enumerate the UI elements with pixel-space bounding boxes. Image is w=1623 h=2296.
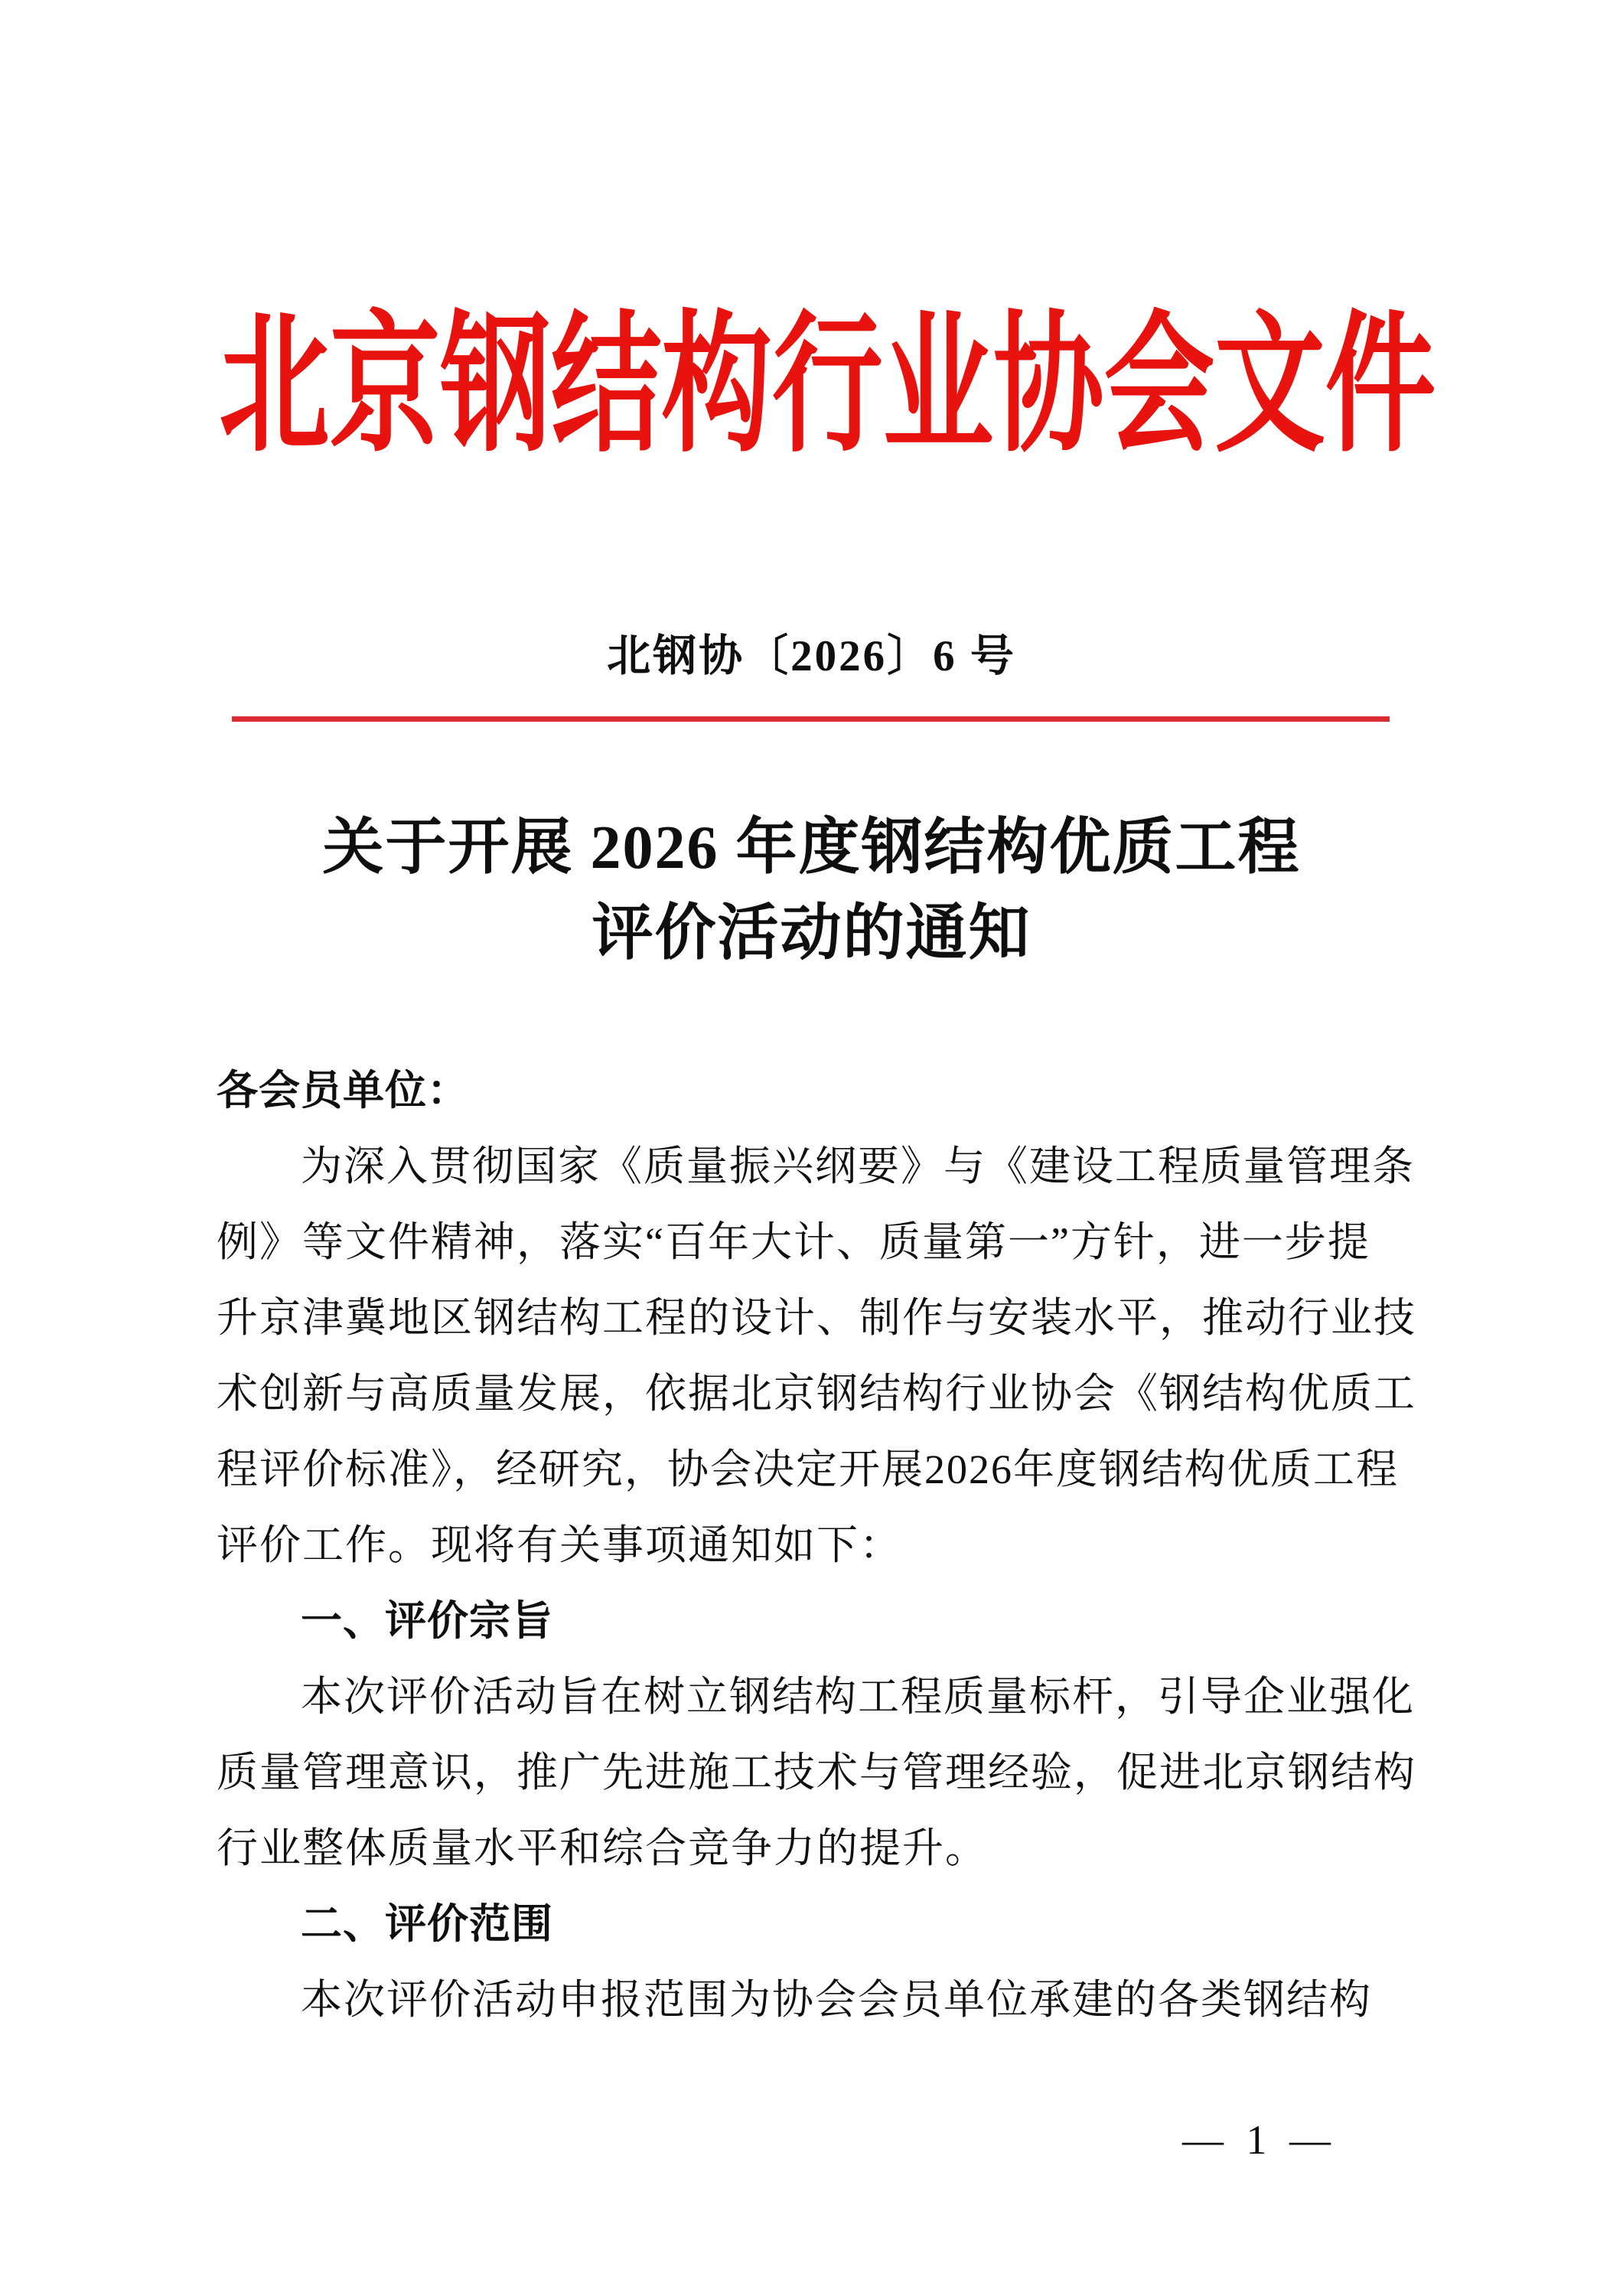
body-line: 升京津冀地区钢结构工程的设计、制作与安装水平，推动行业技 (217, 1295, 1416, 1341)
body-line: 本次评价活动旨在树立钢结构工程质量标杆，引导企业强化 (301, 1674, 1415, 1720)
body-line: 术创新与高质量发展，依据北京钢结构行业协会《钢结构优质工 (217, 1371, 1416, 1417)
body-line: 为深入贯彻国家《质量振兴纲要》与《建设工程质量管理条 (301, 1143, 1415, 1189)
doc-reference-number: 北钢协〔2026〕6 号 (607, 632, 1016, 680)
body-line: 程评价标准》，经研究，协会决定开展2026年度钢结构优质工程 (217, 1446, 1399, 1492)
page-number: — 1 — (1182, 2117, 1337, 2163)
body-line: 行业整体质量水平和综合竞争力的提升。 (217, 1825, 988, 1871)
section-heading: 一、评价宗旨 (301, 1598, 553, 1644)
section-heading: 二、评价范围 (301, 1901, 553, 1947)
body-line: 质量管理意识，推广先进施工技术与管理经验，促进北京钢结构 (217, 1750, 1416, 1795)
notice-title-line-1: 关于开展 2026 年度钢结构优质工程 (322, 814, 1301, 882)
section-heading: 各会员单位： (217, 1068, 469, 1114)
notice-title-line-2: 评价活动的通知 (592, 900, 1031, 967)
body-text-block (217, 1053, 1426, 2038)
body-line: 本次评价活动申报范围为协会会员单位承建的各类钢结构 (301, 1977, 1372, 2023)
notice-title (0, 805, 1623, 977)
body-line: 例》等文件精神，落实“百年大计、质量第一”方针，进一步提 (217, 1219, 1370, 1265)
body-line: 评价工作。现将有关事项通知如下： (217, 1522, 902, 1568)
letterhead-org-title: 北京钢结构行业协会文件 (219, 302, 1436, 470)
red-separator-rule (232, 716, 1390, 722)
